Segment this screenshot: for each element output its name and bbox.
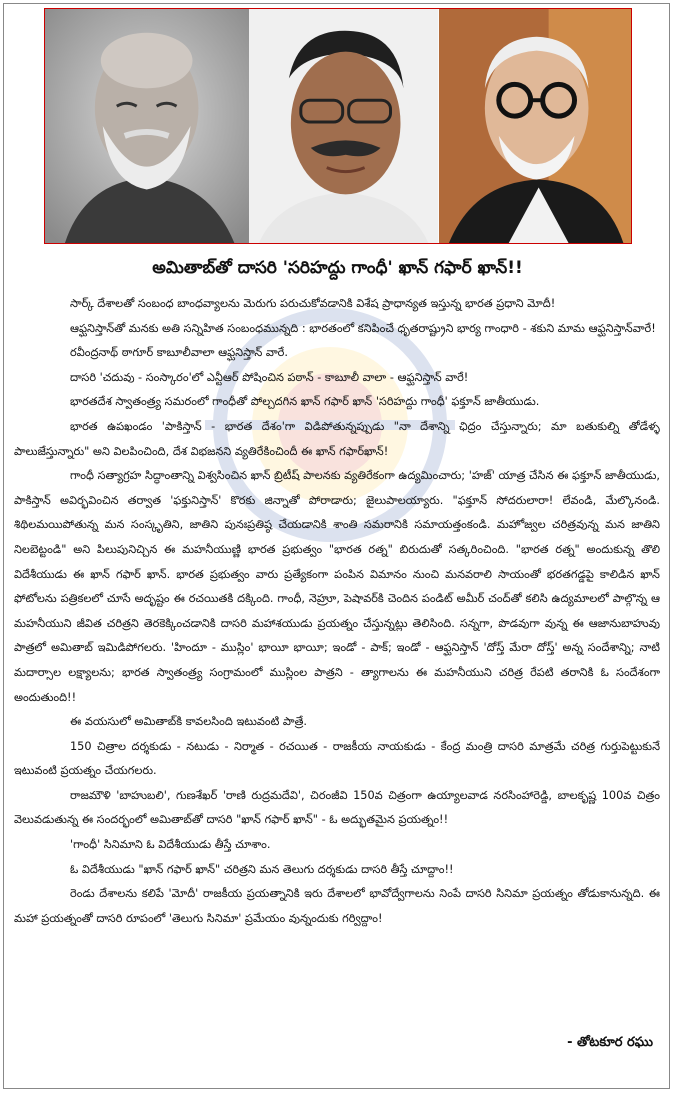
paragraph: సార్క్ దేశాలతో సంబంధ బాంధవ్యాలను మెరుగు పరుచుకోవడానికి విశేష ప్రాధాన్యత ఇస్తున్న భారత ప్రధాని మోదీ! <box>70 297 556 310</box>
paragraph: గాంధీ సత్యాగ్రహ సిద్ధాంతాన్ని విశ్వసించిన ఖాన్ బ్రిటీష్ పాలనకు వ్యతిరేకంగా ఉద్యమించారు; 'హజ్' యాత్ర చేసిన ఈ ఫక్తూన్ జాతీయుడు, పాకిస్తాన్ అవిర్భవించిన తర్వాత 'ఫక్తునిస్తాన్' కొరకు జిన్నాతో పోరాడారు; జైలుపాలయ్యారు. "ఫక్తూన్ సోదరులారా! లేవండి, మేల్కొనండి. శిథిలమయిపోతున్న మన సంస్కృతిని, జాతిని పునఃప్రతిష్ఠ చేయడానికి శాంతి సమరానికి సమాయత్తంకండి. మహోజ్వల చరిత్రవున్న మన జాతిని నిలబెట్టండి" అని పిలుపునిచ్చిన ఈ మహనీయుణ్ణి భారత ప్రభుత్వం "భారత రత్న" బిరుదుతో సత్కరించింది. "భారత రత్న" అందుకున్న తొలి విదేశీయుడు ఈ ఖాన్ గఫార్ ఖాన్. భారత ప్రభుత్వం వారు ప్రత్యేకంగా పంపిన విమానం నుంచి మనవరాలి సాయంతో భరతగడ్డపై కాలిడిన ఖాన్ ఫోటోలను పత్రికలలో చూసే అదృష్టం ఈ రచయితకి దక్కింది. గాంధీ, నెహ్రూ, పెషావర్‌కి చెందిన పండిట్ అమీర్ చంద్‌తో కలిసి ఉద్యమాలలో పాల్గొన్న ఆ మహనీయుని జీవిత చరిత్రని తెరకెక్కించడానికి దాసరి మహాశయుడు ప్రయత్నం చేస్తున్నట్లు తెలిసింది. సన్నగా, పొడవుగా వున్న ఈ ఆజానుబాహువు పాత్రలో అమితాబ్ ఇమిడిపోగలరు. 'హిందూ - ముస్లిం' భాయీ భాయీ; ఇండో - పాక్; ఇండో - ఆఫ్ఘనిస్తాన్ 'దోస్త్ మేరా దోస్త్' అన్న సందేశాన్ని; నాటి మదార్సాల లక్ష్యాలను; భారత స్వాతంత్ర్య సంగ్రామంలో ముస్లింల పాత్రని - త్యాగాలను ఈ మహనీయుని చరిత్ర రేపటి తరానికి ఓ సందేశంగా అందుతుంది!! <box>14 469 660 704</box>
photo-amitabh <box>439 9 631 243</box>
paragraph: ఈ వయసులో అమితాబ్‌కి కావలసింది ఇటువంటి పాత్రే. <box>70 715 307 729</box>
paragraph: 150 చిత్రాల దర్శకుడు - నటుడు - నిర్మాత - రచయిత - రాజకీయ నాయకుడు - కేంద్ర మంత్రి దాసరి మాత్రమే చరిత్ర గుర్తుపెట్టుకునే ఇటువంటి ప్రయత్నం చేయగలరు. <box>14 739 660 778</box>
paragraph: దాసరి 'చదువు - సంస్కారం'లో ఎన్టీఆర్ పోషించిన పఠాన్ - కాబూలీ వాలా - ఆఫ్ఘనిస్తాన్ వారే! <box>70 370 469 384</box>
photo-dasari <box>249 9 438 243</box>
photo-khan-abdul-ghaffar-khan <box>45 9 249 243</box>
paragraph: ఆఫ్ఘనిస్తాన్‌తో మనకు అతి సన్నిహిత సంబంధమున్నది : భారతంలో కనిపించే ధృతరాష్ట్రుని భార్య గాంధారి - శకుని మామ ఆఫ్ఘనిస్తాన్‌వారే! <box>70 321 656 335</box>
headline: అమితాబ్‌తో దాసరి 'సరిహద్దు గాంధీ' ఖాన్ గఫార్ ఖాన్!! <box>152 258 523 278</box>
paragraph: రవీంద్రనాథ్ ఠాగూర్ కాబూలీవాలా ఆఫ్ఘనిస్తాన్ వారే. <box>70 346 288 360</box>
paragraph: రాజమౌళి 'బాహుబలి', గుణశేఖర్ 'రాణి రుద్రమదేవి', చిరంజీవి 150వ చిత్రంగా ఉయ్యాలవాడ నరసింహారెడ్డి, బాలకృష్ణ 100వ చిత్రం వెలువడుతున్న ఈ సందర్భంలో అమితాబ్‌తో దాసరి "ఖాన్ గఫార్ ఖాన్" - ఓ అద్భుతమైన ప్రయత్నం!! <box>14 788 660 827</box>
paragraph: భారత ఉపఖండం 'పాకిస్తాన్ - భారత దేశం'గా విడిపోతున్నప్పుడు "నా దేశాన్ని ఛిద్రం చేస్తున్నారు; మా బతుకుల్ని తోడేళ్ళ పాలుజేస్తున్నారు" అని విలపించింది, దేశ విభజనని వ్యతిరేకించిందీ ఈ ఖాన్ గఫార్‌ఖాన్! <box>14 419 660 458</box>
author-signature: - తోటకూర రఘు <box>567 1035 653 1050</box>
paragraph: 'గాంధీ' సినిమాని ఓ విదేశీయుడు తీస్తే చూశాం. <box>70 838 271 852</box>
paragraph: ఓ విదేశీయుడు "ఖాన్ గఫార్ ఖాన్" చరిత్రని మన తెలుగు దర్శకుడు దాసరి తీస్తే చూద్దాం!! <box>70 862 454 876</box>
photo-strip <box>44 8 632 244</box>
article-body <box>14 292 660 931</box>
paragraph: భారతదేశ స్వాతంత్ర్య సమరంలో గాంధీతో పోల్చదగిన ఖాన్ గఫార్ ఖాన్ 'సరిహద్దు గాంధీ' ఫక్తూన్ జాతీయుడు. <box>70 395 540 409</box>
paragraph: రెండు దేశాలను కలిపే 'మోదీ' రాజకీయ ప్రయత్నానికి ఇరు దేశాలలో భావోద్వేగాలను నింపే దాసరి సినిమా ప్రయత్నం తోడుకానున్నది. ఈ మహా ప్రయత్నంతో దాసరి రూపంలో 'తెలుగు సినిమా' ప్రమేయం వున్నందుకు గర్విద్దాం! <box>14 887 660 925</box>
